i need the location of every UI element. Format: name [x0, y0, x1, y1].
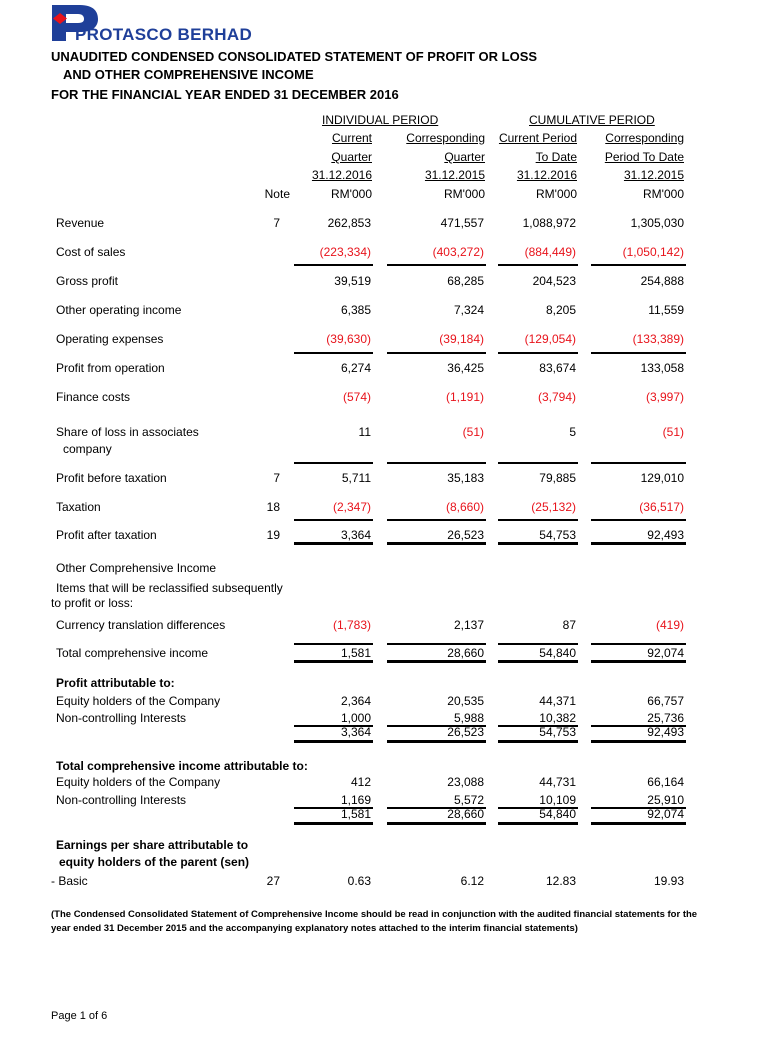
tci-attrib-equity-label: Equity holders of the Company — [56, 775, 221, 789]
tci-attrib-total-value-col4: 92,074 — [647, 807, 684, 821]
taxation-value-col3: (25,132) — [531, 500, 576, 514]
share-of-loss-label: Share of loss in associates — [56, 425, 199, 439]
tci-attrib-total-subtotal-rule-col4 — [591, 807, 686, 809]
profit-after-tax-value-col3: 54,753 — [539, 528, 576, 542]
other-operating-income-label: Other operating income — [56, 303, 182, 317]
tci-attrib-equity-value-col3: 44,731 — [539, 775, 576, 789]
cost-of-sales-label: Cost of sales — [56, 245, 126, 259]
profit-after-tax-subtotal-rule-col1 — [294, 519, 373, 521]
eps-basic-value-col2: 6.12 — [460, 874, 484, 888]
page-number: Page 1 of 6 — [51, 1010, 108, 1022]
profit-from-operation-label: Profit from operation — [56, 361, 165, 375]
currency-translation-label: Currency translation differences — [56, 618, 226, 632]
group-individual-period: INDIVIDUAL PERIOD — [322, 113, 439, 127]
profit-from-operation-subtotal-rule-col2 — [387, 352, 486, 354]
profit-from-operation-subtotal-rule-col4 — [591, 352, 686, 354]
total-comprehensive-income-subtotal-rule-col2 — [387, 643, 486, 645]
eps-heading-label: Earnings per share attributable to — [56, 838, 249, 852]
profit-attrib-equity-value-col4: 66,757 — [647, 694, 684, 708]
operating-expenses-value-col3: (129,054) — [524, 332, 576, 346]
col1-header-line1: Current — [331, 131, 372, 145]
profit-before-tax-value-col4: 129,010 — [640, 471, 684, 485]
taxation-value-col2: (8,660) — [445, 500, 484, 514]
taxation-note: 18 — [266, 500, 280, 514]
col2-header-unit: RM'000 — [444, 187, 485, 201]
eps-basic-note: 27 — [266, 874, 280, 888]
tci-attrib-total-total-rule-col2 — [387, 822, 486, 825]
share-of-loss-label-line2: company — [63, 442, 112, 456]
tci-attrib-nci-value-col1: 1,169 — [340, 793, 371, 807]
tci-attrib-equity-value-col1: 412 — [350, 775, 371, 789]
col3-header-unit: RM'000 — [536, 187, 577, 201]
gross-profit-value-col1: 39,519 — [334, 274, 371, 288]
profit-from-operation-value-col4: 133,058 — [640, 361, 684, 375]
cost-of-sales-value-col1: (223,334) — [319, 245, 371, 259]
finance-costs-value-col2: (1,191) — [445, 390, 484, 404]
profit-attrib-nci-value-col4: 25,736 — [647, 711, 684, 725]
oci-items-label-line2: to profit or loss: — [51, 596, 134, 610]
currency-translation-value-col1: (1,783) — [332, 618, 371, 632]
statement-period: FOR THE FINANCIAL YEAR ENDED 31 DECEMBER 2016 — [51, 87, 399, 102]
footnote: (The Condensed Consolidated Statement of Comprehensive Income should be read in conjunction with the audited financial statements for the year ended 31 December 2015 and the accompanying explanatory notes attached to the interim financial statements) — [51, 909, 698, 934]
revenue-note: 7 — [273, 216, 280, 230]
revenue-value-col1: 262,853 — [327, 216, 371, 230]
gross-profit-value-col3: 204,523 — [532, 274, 576, 288]
other-operating-income-value-col3: 8,205 — [545, 303, 576, 317]
profit-attrib-total-value-col1: 3,364 — [340, 725, 371, 739]
total-comprehensive-income-subtotal-rule-col3 — [498, 643, 578, 645]
total-comprehensive-income-label: Total comprehensive income — [56, 646, 209, 660]
profit-attrib-equity-value-col2: 20,535 — [447, 694, 484, 708]
tci-attrib-total-total-rule-col4 — [591, 822, 686, 825]
profit-attrib-equity-value-col3: 44,371 — [539, 694, 576, 708]
operating-expenses-value-col4: (133,389) — [632, 332, 684, 346]
col2-header-date: 31.12.2015 — [424, 168, 485, 182]
cost-of-sales-value-col2: (403,272) — [432, 245, 484, 259]
tci-attrib-total-value-col1: 1,581 — [340, 807, 371, 821]
profit-from-operation-subtotal-rule-col3 — [498, 352, 578, 354]
profit-before-tax-value-col2: 35,183 — [447, 471, 484, 485]
profit-attrib-total-total-rule-col1 — [294, 740, 373, 743]
total-comprehensive-income-subtotal-rule-col1 — [294, 643, 373, 645]
cost-of-sales-value-col4: (1,050,142) — [622, 245, 684, 259]
col3-header-line1: Current Period — [498, 131, 577, 145]
operating-expenses-value-col1: (39,630) — [326, 332, 371, 346]
total-comprehensive-income-value-col2: 28,660 — [447, 646, 484, 660]
currency-translation-value-col2: 2,137 — [453, 618, 484, 632]
profit-after-tax-total-rule-col3 — [498, 542, 578, 545]
profit-before-tax-value-col3: 79,885 — [539, 471, 576, 485]
profit-attrib-total-value-col3: 54,753 — [539, 725, 576, 739]
gross-profit-value-col2: 68,285 — [447, 274, 484, 288]
tci-attrib-heading-label: Total comprehensive income attributable to: — [56, 759, 308, 773]
tci-attrib-total-total-rule-col3 — [498, 822, 578, 825]
profit-attrib-heading-label: Profit attributable to: — [56, 676, 175, 690]
profit-before-tax-subtotal-rule-col3 — [498, 462, 578, 464]
profit-attrib-equity-label: Equity holders of the Company — [56, 694, 221, 708]
tci-attrib-nci-label: Non-controlling Interests — [56, 793, 187, 807]
eps-basic-value-col1: 0.63 — [347, 874, 371, 888]
share-of-loss-value-col2: (51) — [462, 425, 484, 439]
taxation-value-col4: (36,517) — [639, 500, 684, 514]
profit-after-tax-value-col4: 92,493 — [647, 528, 684, 542]
total-comprehensive-income-value-col4: 92,074 — [647, 646, 684, 660]
profit-from-operation-value-col1: 6,274 — [340, 361, 371, 375]
finance-costs-value-col4: (3,997) — [645, 390, 684, 404]
profit-before-tax-note: 7 — [273, 471, 280, 485]
profit-attrib-total-total-rule-col4 — [591, 740, 686, 743]
other-operating-income-value-col2: 7,324 — [453, 303, 484, 317]
eps-basic-value-col4: 19.93 — [653, 874, 684, 888]
total-comprehensive-income-total-rule-col4 — [591, 660, 686, 663]
profit-attrib-total-value-col2: 26,523 — [447, 725, 484, 739]
share-of-loss-value-col1: 11 — [358, 425, 371, 439]
gross-profit-subtotal-rule-col2 — [387, 264, 486, 266]
group-cumulative-period: CUMULATIVE PERIOD — [529, 113, 655, 127]
total-comprehensive-income-total-rule-col1 — [294, 660, 373, 663]
col2-header-line1: Corresponding — [406, 131, 485, 145]
taxation-value-col1: (2,347) — [332, 500, 371, 514]
col4-header-line2: Period To Date — [604, 150, 684, 164]
col1-header-line2: Quarter — [331, 150, 372, 164]
taxation-label: Taxation — [56, 500, 101, 514]
profit-before-tax-subtotal-rule-col2 — [387, 462, 486, 464]
total-comprehensive-income-subtotal-rule-col4 — [591, 643, 686, 645]
tci-attrib-nci-value-col4: 25,910 — [647, 793, 684, 807]
tci-attrib-total-subtotal-rule-col2 — [387, 807, 486, 809]
eps-basic-label: - Basic — [51, 874, 88, 888]
col4-header-date: 31.12.2015 — [623, 168, 684, 182]
profit-attrib-total-value-col4: 92,493 — [647, 725, 684, 739]
tci-attrib-total-total-rule-col1 — [294, 822, 373, 825]
col1-header-date: 31.12.2016 — [311, 168, 372, 182]
oci-heading-label: Other Comprehensive Income — [56, 561, 217, 575]
profit-after-tax-value-col2: 26,523 — [447, 528, 484, 542]
gross-profit-subtotal-rule-col4 — [591, 264, 686, 266]
gross-profit-subtotal-rule-col1 — [294, 264, 373, 266]
profit-attrib-nci-value-col3: 10,382 — [539, 711, 576, 725]
profit-attrib-nci-label: Non-controlling Interests — [56, 711, 187, 725]
tci-attrib-total-subtotal-rule-col1 — [294, 807, 373, 809]
col4-header-line1: Corresponding — [605, 131, 684, 145]
eps-basic-value-col3: 12.83 — [545, 874, 576, 888]
col1-header-unit: RM'000 — [331, 187, 372, 201]
profit-after-tax-subtotal-rule-col3 — [498, 519, 578, 521]
profit-attrib-equity-value-col1: 2,364 — [340, 694, 371, 708]
profit-after-tax-total-rule-col1 — [294, 542, 373, 545]
profit-attrib-total-total-rule-col3 — [498, 740, 578, 743]
other-operating-income-value-col1: 6,385 — [340, 303, 371, 317]
profit-attrib-total-subtotal-rule-col4 — [591, 725, 686, 727]
profit-after-tax-label: Profit after taxation — [56, 528, 157, 542]
eps-heading-label-line2: equity holders of the parent (sen) — [59, 855, 250, 869]
profit-attrib-total-total-rule-col2 — [387, 740, 486, 743]
operating-expenses-label: Operating expenses — [56, 332, 164, 346]
share-of-loss-value-col3: 5 — [569, 425, 576, 439]
company-name: PROTASCO BERHAD — [75, 25, 253, 44]
operating-expenses-value-col2: (39,184) — [439, 332, 484, 346]
col2-header-line2: Quarter — [444, 150, 485, 164]
revenue-value-col3: 1,088,972 — [522, 216, 576, 230]
profit-from-operation-value-col2: 36,425 — [447, 361, 484, 375]
revenue-value-col2: 471,557 — [440, 216, 484, 230]
total-comprehensive-income-total-rule-col2 — [387, 660, 486, 663]
tci-attrib-total-value-col2: 28,660 — [447, 807, 484, 821]
profit-before-tax-subtotal-rule-col4 — [591, 462, 686, 464]
finance-costs-value-col1: (574) — [342, 390, 371, 404]
currency-translation-value-col3: 87 — [562, 618, 576, 632]
tci-attrib-equity-value-col4: 66,164 — [647, 775, 684, 789]
total-comprehensive-income-value-col3: 54,840 — [539, 646, 576, 660]
gross-profit-value-col4: 254,888 — [640, 274, 684, 288]
statement-title: UNAUDITED CONDENSED CONSOLIDATED STATEMENT OF PROFIT OR LOSS — [51, 49, 538, 64]
profit-after-tax-total-rule-col4 — [591, 542, 686, 545]
other-operating-income-value-col4: 11,559 — [648, 303, 684, 317]
profit-after-tax-total-rule-col2 — [387, 542, 486, 545]
profit-after-tax-note: 19 — [266, 528, 280, 542]
cost-of-sales-value-col3: (884,449) — [524, 245, 576, 259]
total-comprehensive-income-value-col1: 1,581 — [340, 646, 371, 660]
profit-before-tax-subtotal-rule-col1 — [294, 462, 373, 464]
tci-attrib-total-value-col3: 54,840 — [539, 807, 576, 821]
currency-translation-value-col4: (419) — [655, 618, 684, 632]
statement-title-line2: AND OTHER COMPREHENSIVE INCOME — [63, 67, 314, 82]
profit-from-operation-subtotal-rule-col1 — [294, 352, 373, 354]
note-header: Note — [264, 187, 290, 201]
oci-items-label: Items that will be reclassified subsequently — [56, 581, 283, 595]
profit-after-tax-value-col1: 3,364 — [340, 528, 371, 542]
profit-attrib-total-subtotal-rule-col3 — [498, 725, 578, 727]
tci-attrib-total-subtotal-rule-col3 — [498, 807, 578, 809]
profit-attrib-total-subtotal-rule-col1 — [294, 725, 373, 727]
profit-attrib-total-subtotal-rule-col2 — [387, 725, 486, 727]
profit-from-operation-value-col3: 83,674 — [539, 361, 576, 375]
col4-header-unit: RM'000 — [643, 187, 684, 201]
revenue-label: Revenue — [56, 216, 105, 230]
revenue-value-col4: 1,305,030 — [630, 216, 684, 230]
profit-attrib-nci-value-col2: 5,988 — [453, 711, 484, 725]
profit-after-tax-subtotal-rule-col2 — [387, 519, 486, 521]
finance-costs-value-col3: (3,794) — [537, 390, 576, 404]
tci-attrib-nci-value-col2: 5,572 — [453, 793, 484, 807]
total-comprehensive-income-total-rule-col3 — [498, 660, 578, 663]
gross-profit-label: Gross profit — [56, 274, 119, 288]
col3-header-line2: To Date — [535, 150, 577, 164]
profit-attrib-nci-value-col1: 1,000 — [340, 711, 371, 725]
profit-before-tax-label: Profit before taxation — [56, 471, 167, 485]
profit-before-tax-value-col1: 5,711 — [341, 471, 371, 485]
tci-attrib-nci-value-col3: 10,109 — [539, 793, 576, 807]
profit-after-tax-subtotal-rule-col4 — [591, 519, 686, 521]
share-of-loss-value-col4: (51) — [662, 425, 684, 439]
col3-header-date: 31.12.2016 — [516, 168, 577, 182]
tci-attrib-equity-value-col2: 23,088 — [447, 775, 484, 789]
finance-costs-label: Finance costs — [56, 390, 131, 404]
gross-profit-subtotal-rule-col3 — [498, 264, 578, 266]
